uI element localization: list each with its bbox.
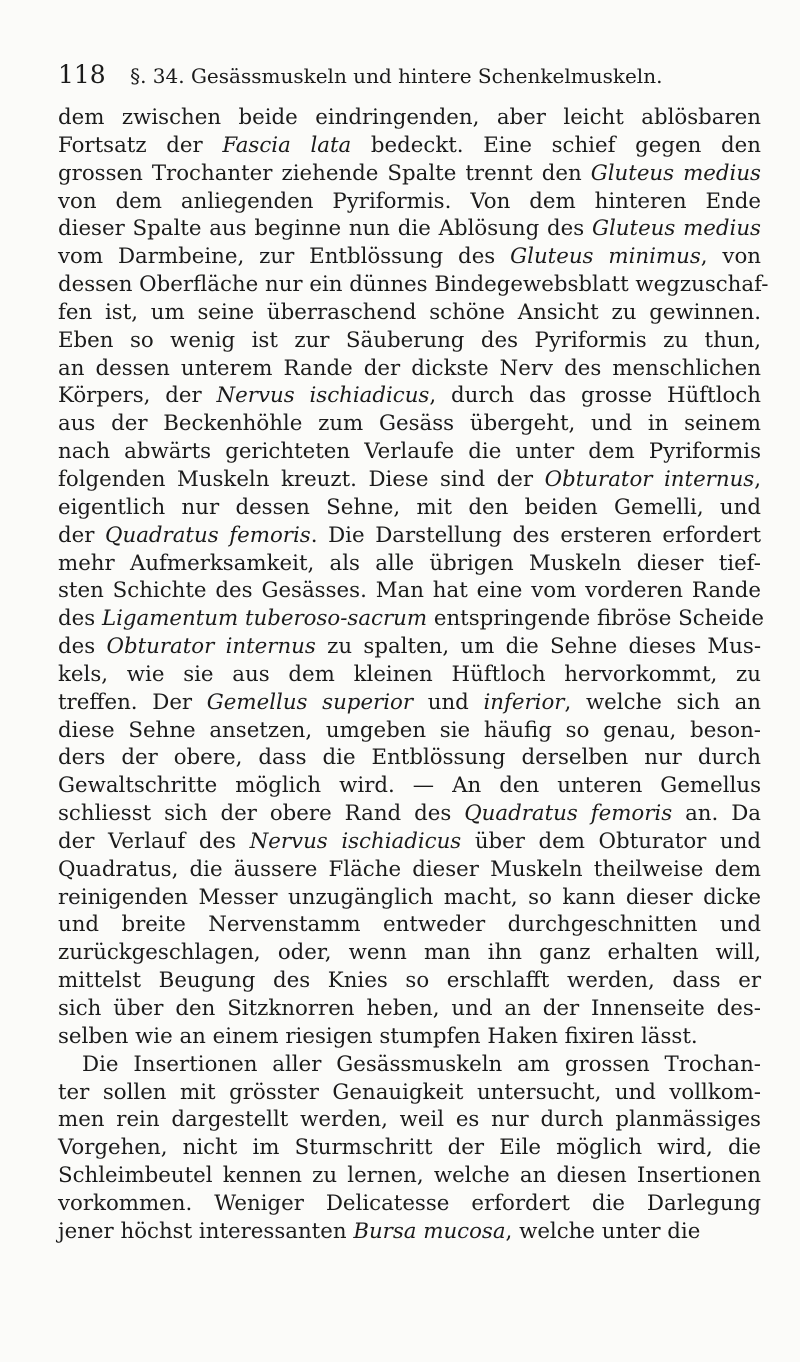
text-line bbox=[58, 577, 761, 605]
italic-term: Quadratus femoris bbox=[105, 522, 311, 548]
text-line bbox=[58, 800, 761, 828]
italic-term: Quadratus femoris bbox=[464, 801, 673, 827]
text-line bbox=[58, 132, 761, 160]
text-line bbox=[58, 271, 769, 299]
text-run: jener höchst interessanten bbox=[58, 1218, 354, 1244]
text-line bbox=[58, 494, 761, 522]
text-run: dessen Oberfläche nur ein dünnes Bindegewebsblatt wegzuschaf- bbox=[58, 272, 769, 298]
italic-term: Obturator internus bbox=[544, 466, 755, 492]
text-run: Eben so wenig ist zur Säuberung des Pyriformis zu thun, bbox=[58, 327, 761, 353]
page-number: 118 bbox=[58, 60, 106, 89]
text-line bbox=[58, 1051, 761, 1079]
text-run: entspringende fibröse Scheide bbox=[427, 606, 764, 632]
text-line bbox=[58, 466, 761, 494]
text-run: und breite Nervenstamm entweder durchgeschnitten und bbox=[58, 912, 761, 938]
text-line bbox=[58, 215, 761, 243]
text-run: der bbox=[58, 522, 106, 548]
text-line bbox=[58, 828, 761, 856]
text-line bbox=[58, 661, 761, 689]
text-run: Körpers, der bbox=[58, 383, 217, 409]
text-line bbox=[58, 772, 761, 800]
text-line bbox=[58, 1134, 761, 1162]
italic-term: Ligamentum tuberoso-sacrum bbox=[101, 606, 428, 632]
text-run: . Die Darstellung des ersteren erfordert bbox=[310, 522, 761, 548]
text-line bbox=[58, 522, 761, 550]
text-run: ter sollen mit grösster Genauigkeit untersucht, und vollkom- bbox=[58, 1079, 761, 1105]
text-line bbox=[58, 744, 761, 772]
italic-term: Gemellus superior bbox=[206, 689, 414, 715]
text-run: Gewaltschritte möglich wird. — An den unteren Gemellus bbox=[58, 773, 761, 799]
text-run: treffen. Der bbox=[58, 689, 207, 715]
text-run: ders der obere, dass die Entblössung derselben nur durch bbox=[58, 745, 761, 771]
text-line bbox=[58, 160, 761, 188]
text-line bbox=[58, 550, 761, 578]
text-run: und bbox=[413, 689, 484, 715]
italic-term: Nervus ischiadicus bbox=[249, 828, 462, 854]
text-run: , bbox=[754, 466, 761, 492]
text-line bbox=[58, 884, 761, 912]
text-run: an. Da bbox=[672, 801, 761, 827]
text-line bbox=[58, 1190, 761, 1218]
text-line bbox=[58, 939, 761, 967]
text-run: folgenden Muskeln kreuzt. Diese sind der bbox=[58, 466, 545, 492]
text-run: diese Sehne ansetzen, umgeben sie häufig so genau, beson- bbox=[58, 717, 761, 743]
text-line bbox=[58, 382, 761, 410]
text-run: , von bbox=[700, 244, 761, 270]
text-line bbox=[58, 1023, 761, 1051]
text-run: Quadratus, die äussere Fläche dieser Muskeln theilweise dem bbox=[58, 856, 761, 882]
text-line bbox=[58, 1218, 761, 1246]
text-line bbox=[58, 104, 761, 132]
text-run: men rein dargestellt werden, weil es nur durch planmässiges bbox=[58, 1107, 761, 1133]
text-line bbox=[58, 605, 764, 633]
italic-term: Nervus ischiadicus bbox=[216, 383, 430, 409]
text-run: bedeckt. Eine schief gegen den bbox=[351, 132, 761, 158]
italic-term: Obturator internus bbox=[106, 634, 316, 660]
italic-term: Gluteus medius bbox=[590, 160, 761, 186]
text-line bbox=[58, 856, 761, 884]
text-run: mittelst Beugung des Knies so erschlafft werden, dass er bbox=[58, 968, 761, 994]
text-run: selben wie an einem riesigen stumpfen Haken fixiren lässt. bbox=[58, 1023, 698, 1049]
text-run: eigentlich nur dessen Sehne, mit den beiden Gemelli, und bbox=[58, 494, 761, 520]
text-run: Fortsatz der bbox=[58, 132, 223, 158]
text-line bbox=[58, 995, 761, 1023]
text-line bbox=[58, 1106, 761, 1134]
text-run: dieser Spalte aus beginne nun die Ablösung des bbox=[58, 216, 592, 242]
running-title: §. 34. Gesässmuskeln und hintere Schenkelmuskeln. bbox=[130, 64, 663, 88]
italic-term: Fascia lata bbox=[222, 132, 352, 158]
italic-term: inferior bbox=[483, 689, 565, 715]
text-run: an dessen unterem Rande der dickste Nerv des menschlichen bbox=[58, 355, 761, 381]
text-line bbox=[58, 355, 761, 383]
text-line bbox=[58, 438, 761, 466]
text-line bbox=[58, 327, 761, 355]
text-run: dem zwischen beide eindringenden, aber leicht ablösbaren bbox=[58, 105, 761, 130]
text-line bbox=[58, 299, 761, 327]
text-run: vorkommen. Weniger Delicatesse erfordert die Darlegung bbox=[58, 1190, 761, 1216]
text-line bbox=[58, 243, 761, 271]
italic-term: Gluteus medius bbox=[591, 216, 761, 242]
text-run: fen ist, um seine überraschend schöne Ansicht zu gewinnen. bbox=[58, 299, 761, 325]
text-run: von dem anliegenden bbox=[58, 188, 333, 214]
text-run: über dem Obturator und bbox=[461, 828, 761, 854]
text-run: grossen Trochanter ziehende Spalte trennt den bbox=[58, 160, 591, 186]
text-run: zu spalten, um die Sehne dieses Mus- bbox=[315, 634, 762, 660]
text-line bbox=[58, 911, 761, 939]
text-run: Von dem hinteren Ende bbox=[451, 188, 761, 214]
text-line bbox=[58, 1079, 761, 1107]
italic-term: Gluteus minimus bbox=[510, 244, 701, 270]
running-header bbox=[58, 60, 748, 91]
text-line bbox=[58, 967, 761, 995]
text-run: des bbox=[58, 634, 107, 660]
text-line bbox=[58, 633, 761, 661]
text-run: sten Schichte des Gesässes. Man hat eine vom vorderen Rande bbox=[58, 578, 761, 604]
text-line bbox=[58, 689, 761, 717]
body-text bbox=[58, 104, 769, 1246]
italic-term: Bursa mucosa bbox=[353, 1218, 506, 1244]
text-run: kels, wie sie aus dem kleinen Hüftloch hervorkommt, zu bbox=[58, 661, 761, 687]
text-line bbox=[58, 410, 761, 438]
text-run: , welche sich an bbox=[564, 689, 762, 715]
text-run: Pyriformis. bbox=[332, 188, 452, 214]
text-run: Die Insertionen aller Gesässmuskeln am grossen Trochan- bbox=[82, 1051, 761, 1077]
text-run: mehr Aufmerksamkeit, als alle übrigen Muskeln dieser tief- bbox=[58, 550, 761, 576]
text-run: vom Darmbeine, zur Entblössung des bbox=[58, 244, 511, 270]
text-line bbox=[58, 1162, 761, 1190]
text-run: , durch das grosse Hüftloch bbox=[429, 383, 761, 409]
text-run: zurückgeschlagen, oder, wenn man ihn ganz erhalten will, bbox=[58, 940, 761, 966]
text-run: , welche unter die bbox=[505, 1218, 701, 1244]
text-run: nach abwärts gerichteten Verlaufe die unter dem Pyriformis bbox=[58, 439, 761, 465]
text-line bbox=[58, 717, 761, 745]
text-run: reinigenden Messer unzugänglich macht, so kann dieser dicke bbox=[58, 884, 761, 910]
text-line bbox=[58, 188, 761, 216]
text-run: Schleimbeutel kennen zu lernen, welche an diesen Insertionen bbox=[58, 1163, 761, 1189]
text-run: aus der Beckenhöhle zum Gesäss übergeht, und in seinem bbox=[58, 411, 761, 437]
text-run: schliesst sich der obere Rand des bbox=[58, 801, 465, 827]
text-run: sich über den Sitzknorren heben, und an der Innenseite des- bbox=[58, 996, 761, 1021]
text-run: Vorgehen, nicht im Sturmschritt der Eile möglich wird, die bbox=[58, 1135, 761, 1161]
text-run: der Verlauf des bbox=[58, 828, 250, 854]
text-run: des bbox=[58, 606, 102, 632]
